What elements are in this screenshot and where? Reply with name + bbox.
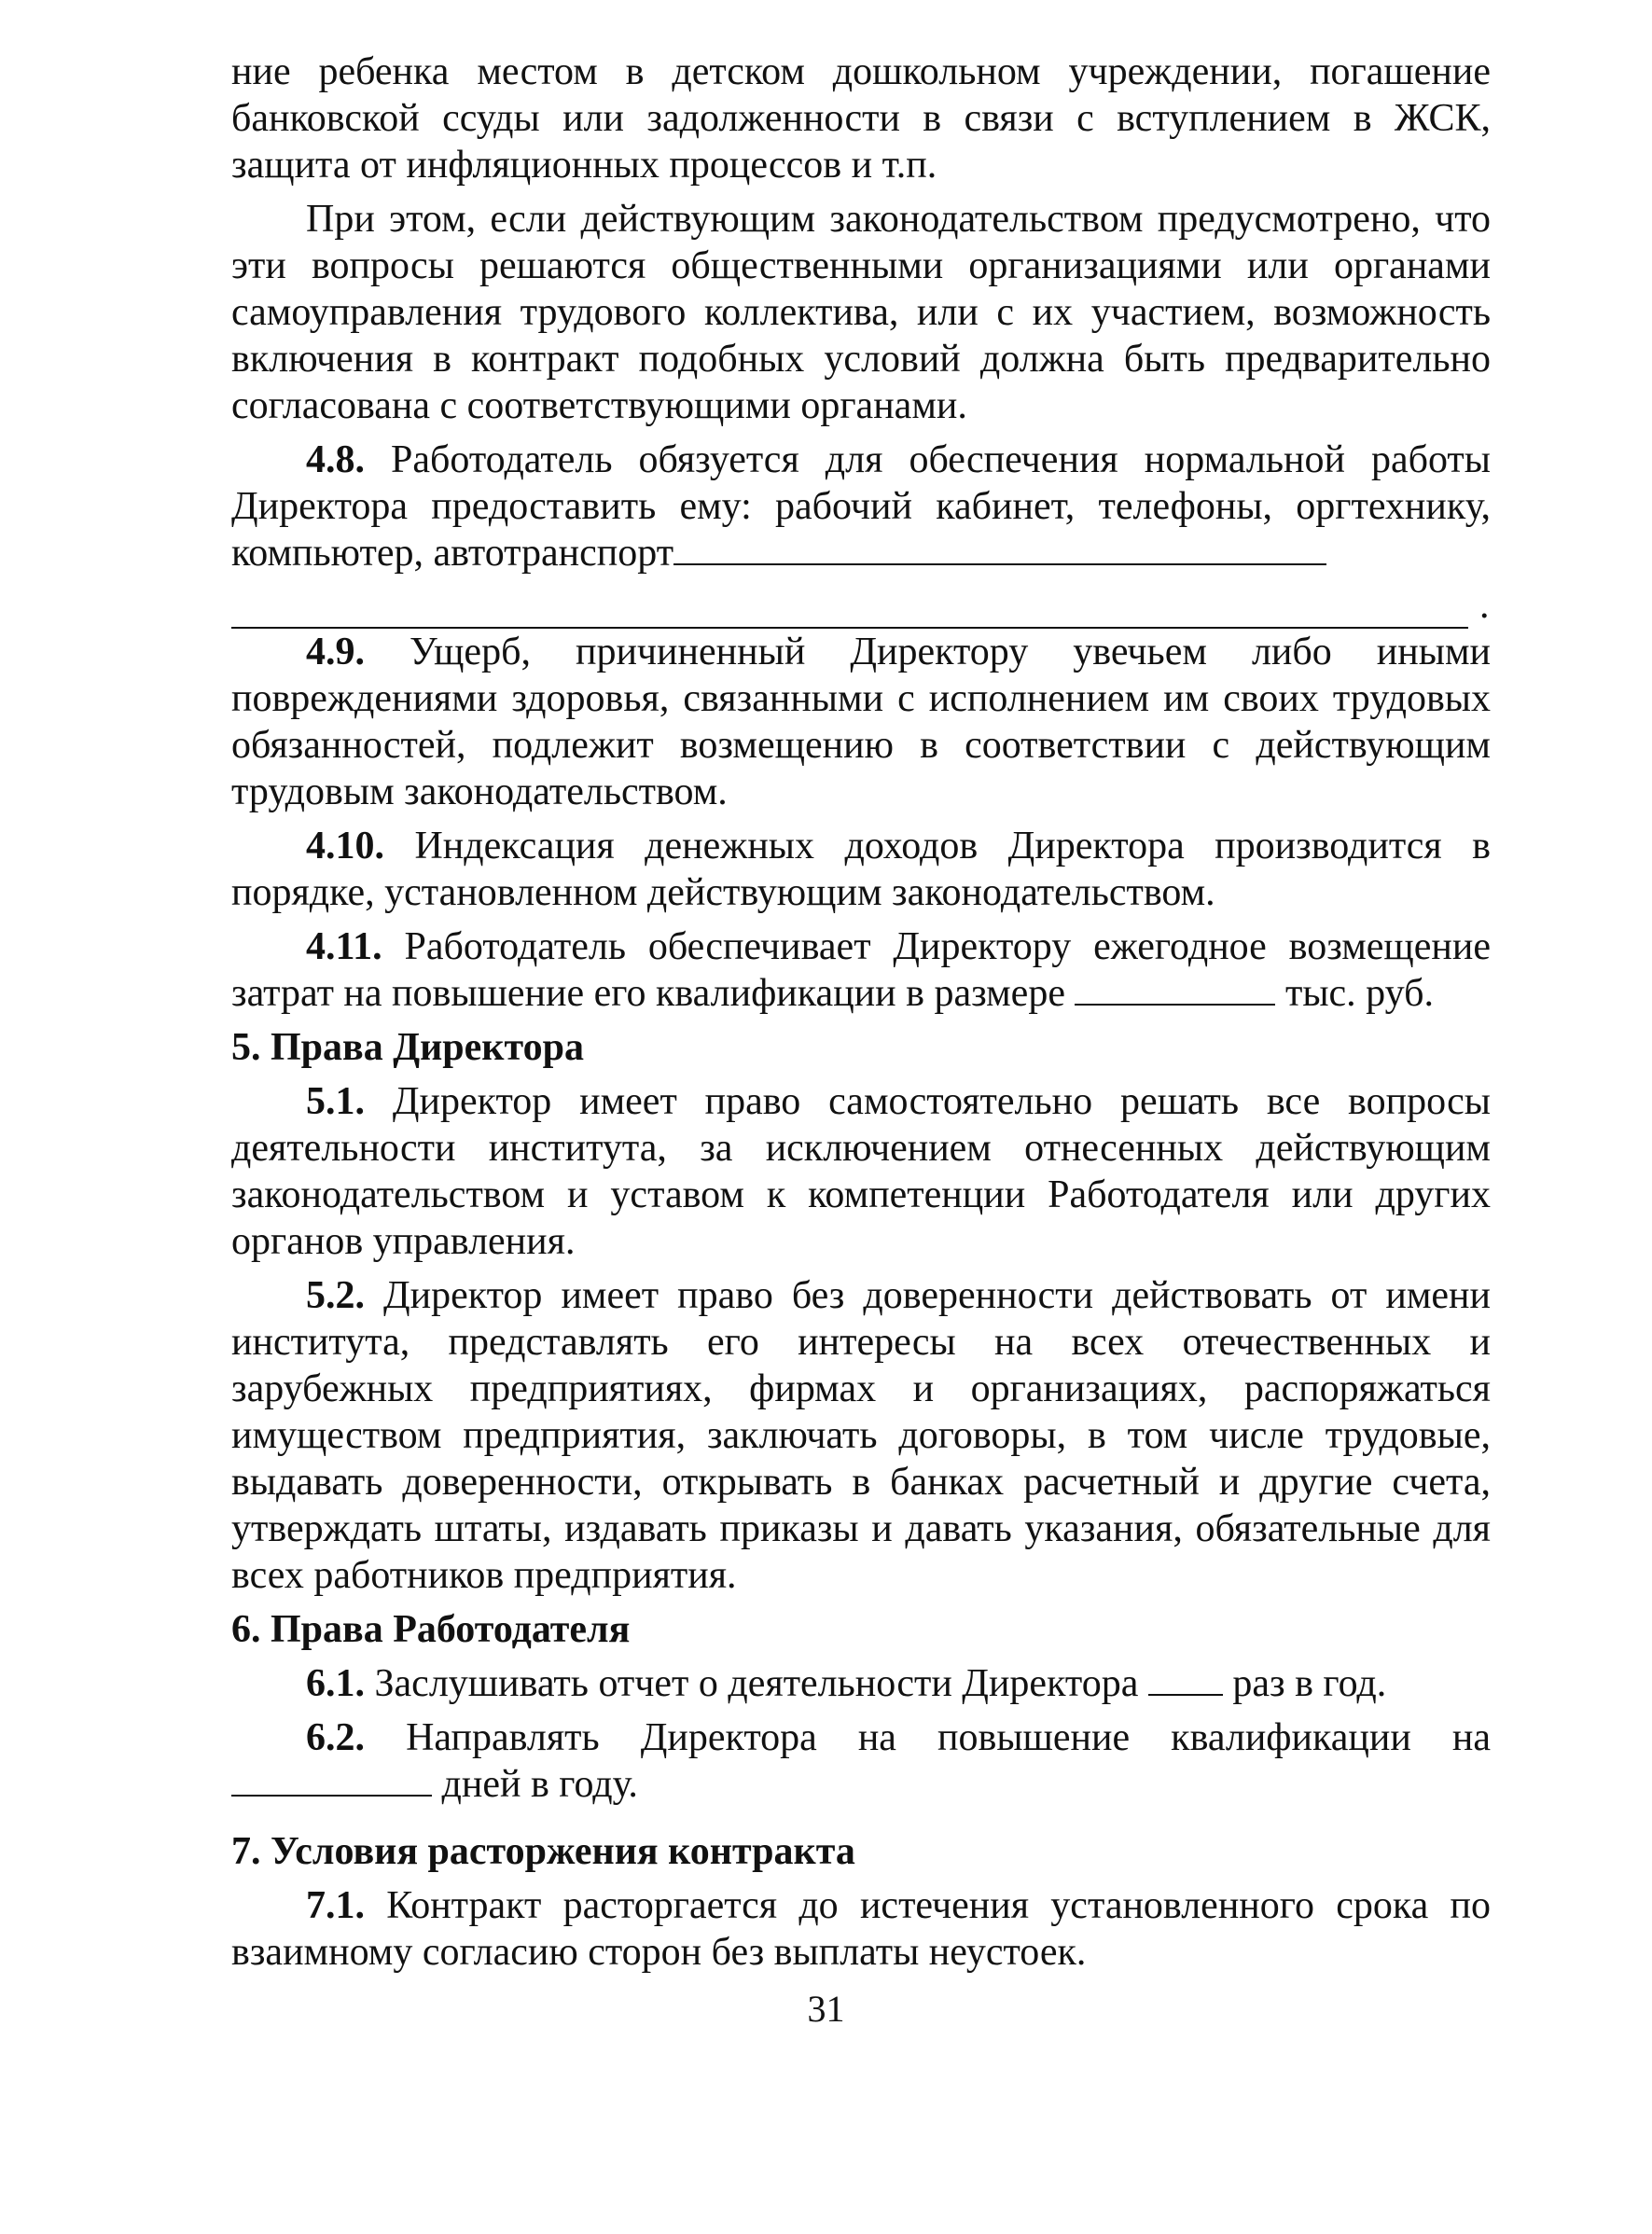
fill-in-blank [231, 601, 1468, 629]
clause-text: Директор имеет право без доверенности действовать от имени института, представлять его интересы на всех отечественных и зарубежных предприятиях, фирмах и организациях, распоряжаться имуществом предприятия, заключать договоры, в том числе трудовые, выдавать доверенности, открывать в банках расчетный и другие счета, утверждать штаты, издавать приказы и давать указания, обязательные для всех работников предприятия. [231, 1274, 1491, 1597]
line-end-period: . [1479, 584, 1490, 627]
clause-suffix: раз в год. [1232, 1662, 1387, 1705]
clause-text: Директор имеет право самостоятельно решать все вопросы деятельности института, за исключением отнесенных действующим законодательством и уставом к компетенции Работодателя или других органов управления. [231, 1080, 1491, 1263]
clause-number: 6.1. [306, 1662, 365, 1705]
clause-number: 4.8. [306, 438, 365, 481]
page-number: 31 [807, 1988, 845, 2030]
paragraph-note: При этом, если действующим законодательством предусмотрено, что эти вопросы решаются общественными организациями или органами самоуправления трудового коллектива, или с их участием, возможность включения в контракт подобных условий должна быть предварительно согласована с соответствующими органами. [231, 198, 1491, 427]
clause-text: Направлять Директора на повышение квалификации на [406, 1716, 1491, 1759]
clause-number: 4.9. [306, 631, 365, 673]
clause-number: 7.1. [306, 1884, 365, 1927]
clause-text: Индексация денежных доходов Директора производится в порядке, установленном действующим законодательством. [231, 825, 1492, 914]
clause-text: Работодатель обязуется для обеспечения нормальной работы Директора предоставить ему: рабочий кабинет, телефоны, оргтехнику, компьютер, автотранспорт [231, 438, 1492, 575]
clause-number: 4.10. [306, 825, 384, 867]
clause-suffix: тыс. руб. [1284, 972, 1434, 1015]
section-heading-5: 5. Права Директора [231, 1026, 584, 1069]
clause-text: Работодатель обеспечивает Директору ежегодное возмещение затрат на повышение его квалификации в размере [231, 925, 1491, 1015]
clause-number: 4.11. [306, 925, 382, 968]
section-heading-7: 7. Условия расторжения контракта [231, 1830, 855, 1873]
clause-6-2 [231, 1714, 1491, 1808]
clause-4-9 [231, 629, 1491, 815]
clause-4-8 [231, 437, 1491, 576]
section-heading-6: 6. Права Работодателя [231, 1608, 631, 1651]
clause-4-11 [231, 923, 1491, 1017]
paragraph-intro: ние ребенка местом в детском дошкольном учреждении, погашение банковской ссуды или задолженности в связи с вступлением в ЖСК, защита от инфляционных процессов и т.п. [231, 50, 1491, 187]
clause-number: 5.2. [306, 1274, 365, 1317]
clause-number: 5.1. [306, 1080, 365, 1123]
fill-in-blank [1075, 976, 1275, 1006]
clause-4-10 [231, 823, 1491, 916]
fill-in-blank [673, 535, 1326, 565]
document-page [231, 49, 1491, 1976]
clause-suffix: дней в году. [441, 1763, 638, 1806]
fill-in-blank [1148, 1666, 1223, 1696]
clause-text: Заслушивать отчет о деятельности Директора [374, 1662, 1139, 1705]
clause-number: 6.2. [306, 1716, 365, 1759]
clause-6-1 [231, 1660, 1491, 1707]
fill-in-line [231, 582, 1491, 629]
clause-5-2 [231, 1272, 1491, 1599]
clause-text: Контракт расторгается до истечения установленного срока по взаимному согласию сторон без выплаты неустоек. [231, 1884, 1491, 1974]
clause-5-1 [231, 1078, 1491, 1265]
clause-7-1 [231, 1882, 1491, 1976]
fill-in-blank [231, 1767, 432, 1797]
clause-text: Ущерб, причиненный Директору увечьем либо иными повреждениями здоровья, связанными с исполнением им своих трудовых обязанностей, подлежит возмещению в соответствии с действующим трудовым законодательством. [231, 631, 1492, 813]
